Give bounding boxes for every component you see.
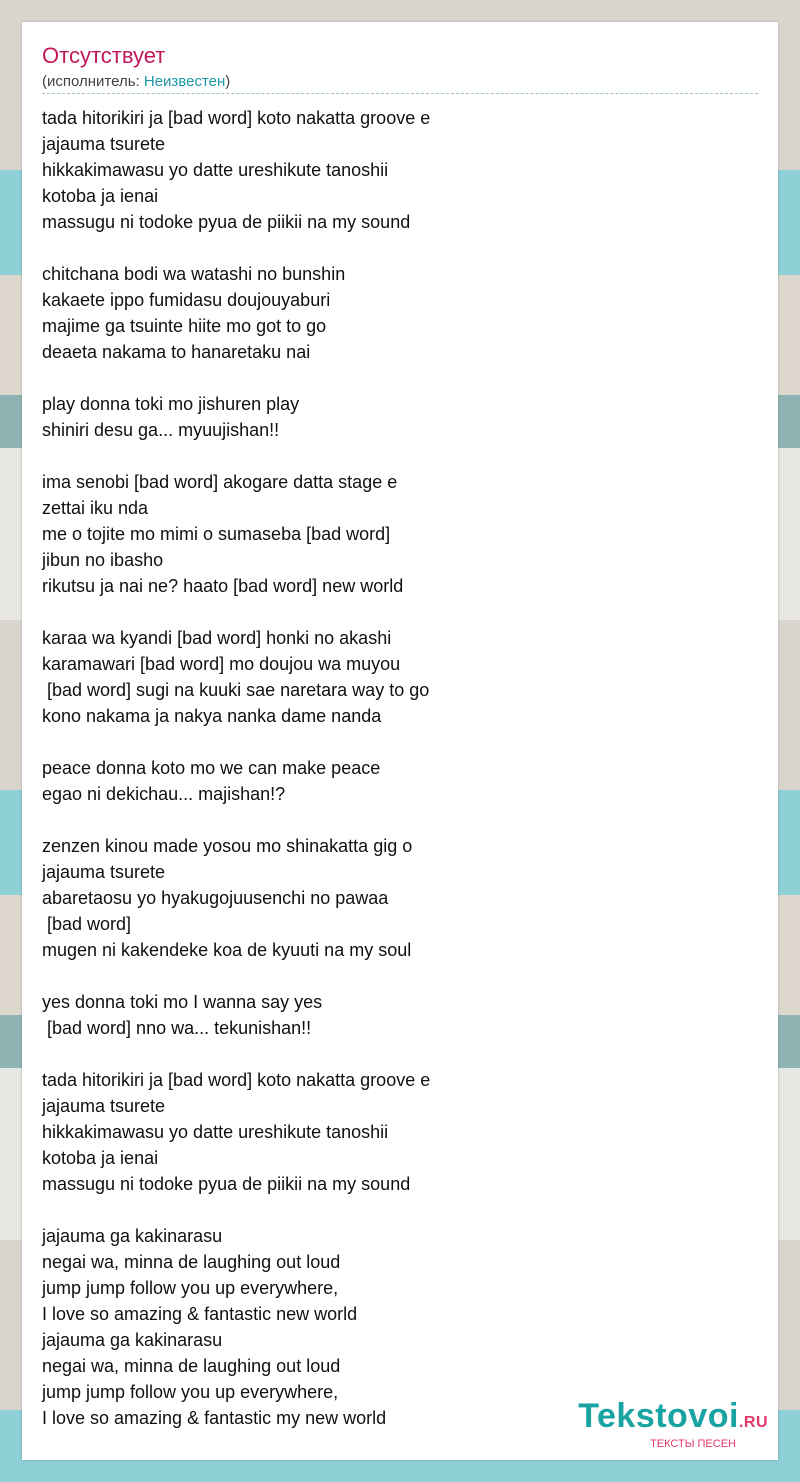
lyric-line: abaretaosu yo hyakugojuusenchi no pawaa — [42, 888, 389, 908]
lyric-line — [42, 963, 758, 989]
lyric-line — [42, 1197, 758, 1223]
lyric-line — [42, 729, 758, 755]
lyric-line: play donna toki mo jishuren play — [42, 394, 300, 414]
lyric-line: majime ga tsuinte hiite mo got to go — [42, 316, 327, 336]
logo-tagline: ТЕКСТЫ ПЕСЕН — [650, 1438, 736, 1450]
lyrics-card — [22, 22, 778, 1460]
lyric-line — [42, 1041, 758, 1067]
lyric-line: massugu ni todoke pyua de piikii na my sound — [42, 212, 411, 232]
lyrics-text — [42, 105, 758, 1431]
lyric-line: jump jump follow you up everywhere, — [42, 1382, 339, 1402]
lyric-line: tada hitorikiri ja [bad word] koto nakatta groove e — [42, 1070, 431, 1090]
lyric-line: zettai iku nda — [42, 498, 149, 518]
lyric-line — [42, 235, 758, 261]
lyric-line: jibun no ibasho — [42, 550, 164, 570]
lyric-line: mugen ni kakendeke koa de kyuuti na my soul — [42, 940, 412, 960]
lyric-line: shiniri desu ga... myuujishan!! — [42, 420, 280, 440]
lyric-line: negai wa, minna de laughing out loud — [42, 1356, 341, 1376]
lyric-line — [42, 365, 758, 391]
lyric-line: jajauma ga kakinarasu — [42, 1330, 223, 1350]
lyric-line: kakaete ippo fumidasu doujouyaburi — [42, 290, 331, 310]
lyric-line: kono nakama ja nakya nanka dame nanda — [42, 706, 382, 726]
lyric-line: jajauma tsurete — [42, 134, 166, 154]
lyric-line: massugu ni todoke pyua de piikii na my sound — [42, 1174, 411, 1194]
site-logo[interactable] — [578, 1398, 768, 1450]
lyric-line: [bad word] nno wa... tekunishan!! — [42, 1018, 312, 1038]
lyric-line: I love so amazing & fantastic new world — [42, 1304, 358, 1324]
lyric-line: I love so amazing & fantastic my new world — [42, 1408, 387, 1428]
artist-suffix: ) — [225, 73, 231, 90]
lyric-line: hikkakimawasu yo datte ureshikute tanoshii — [42, 1122, 389, 1142]
artist-prefix: (исполнитель: — [42, 73, 144, 90]
lyric-line: hikkakimawasu yo datte ureshikute tanoshii — [42, 160, 389, 180]
lyric-line: me o tojite mo mimi o sumaseba [bad word] — [42, 524, 391, 544]
title-divider — [42, 93, 758, 94]
lyric-line: negai wa, minna de laughing out loud — [42, 1252, 341, 1272]
lyric-line: rikutsu ja nai ne? haato [bad word] new world — [42, 576, 404, 596]
lyric-line: deaeta nakama to hanaretaku nai — [42, 342, 311, 362]
lyric-line: karaa wa kyandi [bad word] honki no akashi — [42, 628, 392, 648]
lyric-line: jump jump follow you up everywhere, — [42, 1278, 339, 1298]
lyric-line: jajauma tsurete — [42, 862, 166, 882]
song-title: Отсутствует — [42, 43, 166, 68]
lyric-line — [42, 443, 758, 469]
lyric-line: karamawari [bad word] mo doujou wa muyou — [42, 654, 401, 674]
lyric-line: jajauma tsurete — [42, 1096, 166, 1116]
lyric-line: [bad word] sugi na kuuki sae naretara way to go — [42, 680, 430, 700]
artist-link[interactable]: Неизвестен — [143, 73, 226, 90]
lyric-line: [bad word] — [42, 914, 132, 934]
lyric-line: kotoba ja ienai — [42, 186, 159, 206]
lyric-line: kotoba ja ienai — [42, 1148, 159, 1168]
lyric-line: zenzen kinou made yosou mo shinakatta gig o — [42, 836, 413, 856]
artist-line — [42, 72, 230, 92]
lyric-line: peace donna koto mo we can make peace — [42, 758, 381, 778]
logo-tld: .RU — [738, 1414, 768, 1431]
lyric-line: yes donna toki mo I wanna say yes — [42, 992, 323, 1012]
lyric-line: egao ni dekichau... majishan!? — [42, 784, 286, 804]
logo-wordmark — [578, 1398, 768, 1441]
lyric-line — [42, 599, 758, 625]
lyric-line — [42, 807, 758, 833]
lyric-line: ima senobi [bad word] akogare datta stage e — [42, 472, 398, 492]
lyric-line: jajauma ga kakinarasu — [42, 1226, 223, 1246]
logo-name: Tekstovoi — [578, 1397, 739, 1435]
lyric-line: tada hitorikiri ja [bad word] koto nakatta groove e — [42, 108, 431, 128]
lyric-line: chitchana bodi wa watashi no bunshin — [42, 264, 346, 284]
